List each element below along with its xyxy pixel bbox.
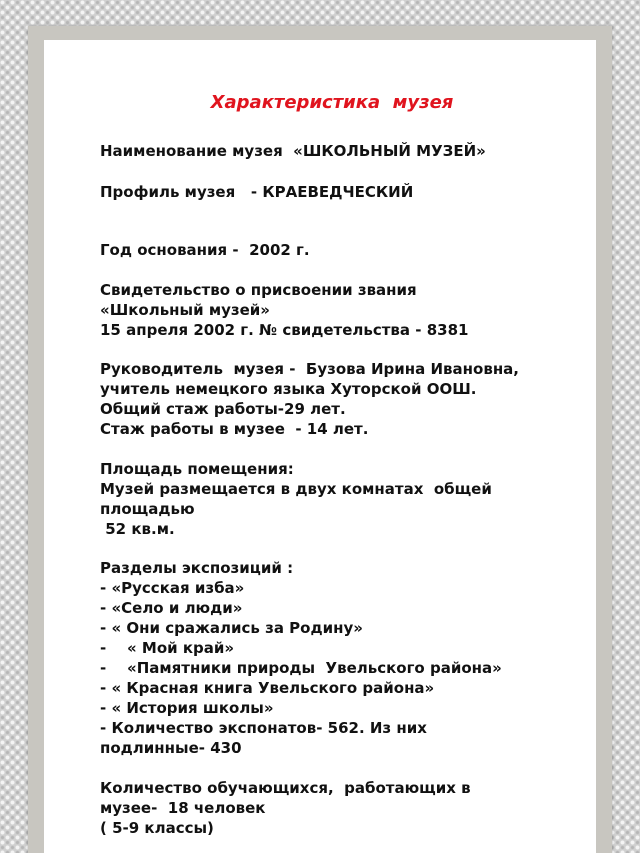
section-item: - « Красная книга Увельского района» xyxy=(100,679,435,697)
area-line-1: Музей размещается в двух комнатах общей xyxy=(100,480,492,498)
students-line-1: Количество обучающихся, работающих в xyxy=(100,779,471,797)
head-line-2: учитель немецкого языка Хуторской ООШ. xyxy=(100,380,477,398)
section-item xyxy=(100,638,234,658)
founded-line: Год основания - 2002 г. xyxy=(100,241,310,259)
sections-heading: Разделы экспозиций : xyxy=(100,559,294,577)
section-item-text: « Мой край» xyxy=(127,639,235,657)
list-bullet: - xyxy=(100,659,107,677)
certificate-line-1: Свидетельство о присвоении звания xyxy=(100,281,417,299)
museum-name-line: Наименование музея «ШКОЛЬНЫЙ МУЗЕЙ» xyxy=(100,142,486,160)
list-bullet: - xyxy=(100,639,107,657)
museum-profile-line: Профиль музея - КРАЕВЕДЧЕСКИЙ xyxy=(100,183,414,201)
section-item: - «Село и люди» xyxy=(100,599,243,617)
exhibits-line-2: подлинные- 430 xyxy=(100,739,242,757)
area-line-2: площадью xyxy=(100,500,195,518)
section-item-text: «Памятники природы Увельского района» xyxy=(127,659,502,677)
certificate-line-3: 15 апреля 2002 г. № свидетельства - 8381 xyxy=(100,321,469,339)
certificate-line-2: «Школьный музей» xyxy=(100,301,270,319)
exhibits-line-1: - Количество экспонатов- 562. Из них xyxy=(100,719,427,737)
area-heading: Площадь помещения: xyxy=(100,460,294,478)
page-title: Характеристика музея xyxy=(210,92,454,113)
section-item xyxy=(100,658,502,678)
area-line-3: 52 кв.м. xyxy=(100,520,175,538)
students-line-3: ( 5-9 классы) xyxy=(100,819,214,837)
students-line-2: музее- 18 человек xyxy=(100,799,266,817)
section-item: - «Русская изба» xyxy=(100,579,245,597)
section-item: - « Они сражались за Родину» xyxy=(100,619,363,637)
head-line-1: Руководитель музея - Бузова Ирина Ивановна, xyxy=(100,360,520,378)
section-item: - « История школы» xyxy=(100,699,274,717)
head-line-3: Общий стаж работы-29 лет. xyxy=(100,400,346,418)
head-line-4: Стаж работы в музее - 14 лет. xyxy=(100,420,369,438)
